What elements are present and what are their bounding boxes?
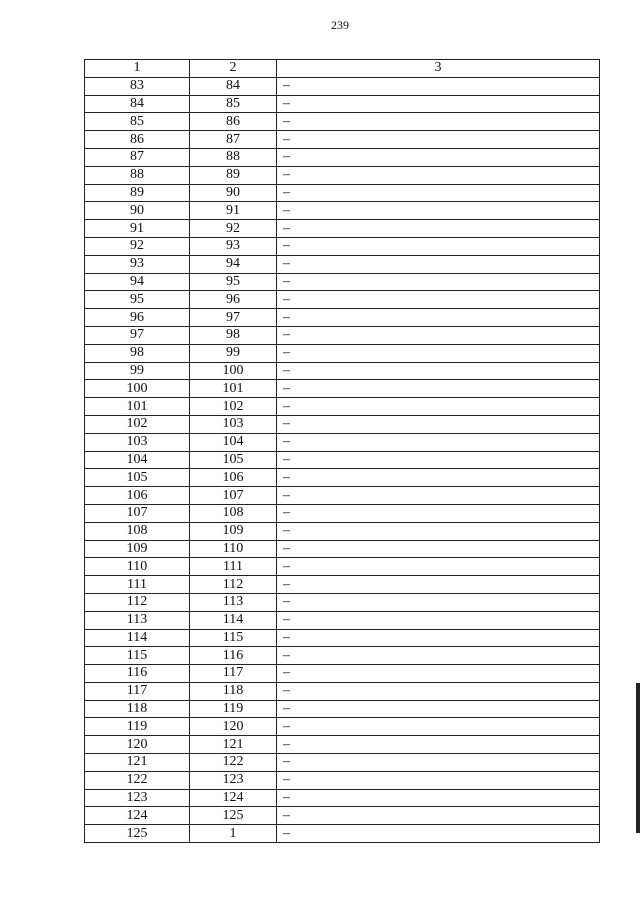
cell-col1: 94 (85, 273, 190, 291)
cell-col3: – (277, 326, 600, 344)
page-number: 239 (331, 18, 349, 32)
cell-col1: 122 (85, 771, 190, 789)
table-row (85, 682, 600, 700)
cell-col2: 120 (190, 718, 277, 736)
table-row (85, 593, 600, 611)
cell-col3: – (277, 184, 600, 202)
table-row (85, 451, 600, 469)
cell-col2: 125 (190, 807, 277, 825)
cell-col3: – (277, 131, 600, 149)
cell-col3: – (277, 469, 600, 487)
header-cell-col1: 1 (85, 60, 190, 78)
cell-col1: 112 (85, 593, 190, 611)
cell-col2: 105 (190, 451, 277, 469)
cell-col3: – (277, 398, 600, 416)
cell-col1: 90 (85, 202, 190, 220)
cell-col2: 84 (190, 77, 277, 95)
cell-col1: 114 (85, 629, 190, 647)
cell-col3: – (277, 629, 600, 647)
cell-col3: – (277, 344, 600, 362)
cell-col3: – (277, 736, 600, 754)
cell-col1: 116 (85, 665, 190, 683)
table-row (85, 95, 600, 113)
cell-col3: – (277, 700, 600, 718)
cell-col2: 112 (190, 576, 277, 594)
table-row (85, 309, 600, 327)
table-row (85, 629, 600, 647)
cell-col3: – (277, 220, 600, 238)
cell-col3: – (277, 202, 600, 220)
table-row (85, 344, 600, 362)
cell-col2: 90 (190, 184, 277, 202)
table-row (85, 148, 600, 166)
cell-col2: 116 (190, 647, 277, 665)
cell-col2: 88 (190, 148, 277, 166)
cell-col2: 86 (190, 113, 277, 131)
cell-col2: 113 (190, 593, 277, 611)
cell-col3: – (277, 415, 600, 433)
cell-col1: 87 (85, 148, 190, 166)
cell-col1: 86 (85, 131, 190, 149)
cell-col2: 96 (190, 291, 277, 309)
cell-col2: 121 (190, 736, 277, 754)
cell-col2: 101 (190, 380, 277, 398)
cell-col3: – (277, 576, 600, 594)
table-row (85, 558, 600, 576)
cell-col2: 106 (190, 469, 277, 487)
cell-col1: 123 (85, 789, 190, 807)
cell-col3: – (277, 433, 600, 451)
cell-col1: 95 (85, 291, 190, 309)
cell-col2: 97 (190, 309, 277, 327)
cell-col3: – (277, 380, 600, 398)
table-row (85, 807, 600, 825)
table-row (85, 326, 600, 344)
cell-col1: 100 (85, 380, 190, 398)
table-row (85, 700, 600, 718)
cell-col2: 85 (190, 95, 277, 113)
cell-col2: 110 (190, 540, 277, 558)
table-row (85, 540, 600, 558)
cell-col1: 88 (85, 166, 190, 184)
cell-col1: 89 (85, 184, 190, 202)
cell-col3: – (277, 451, 600, 469)
cell-col2: 94 (190, 255, 277, 273)
table-body (85, 60, 600, 843)
cell-col2: 111 (190, 558, 277, 576)
cell-col2: 115 (190, 629, 277, 647)
cell-col3: – (277, 487, 600, 505)
table-row (85, 77, 600, 95)
cell-col3: – (277, 166, 600, 184)
table-row (85, 362, 600, 380)
cell-col3: – (277, 807, 600, 825)
cell-col2: 95 (190, 273, 277, 291)
cell-col1: 103 (85, 433, 190, 451)
cell-col2: 91 (190, 202, 277, 220)
table-row (85, 237, 600, 255)
cell-col3: – (277, 255, 600, 273)
table-row (85, 166, 600, 184)
cell-col1: 109 (85, 540, 190, 558)
cell-col2: 93 (190, 237, 277, 255)
cell-col2: 124 (190, 789, 277, 807)
cell-col3: – (277, 291, 600, 309)
table-row (85, 665, 600, 683)
table-row (85, 771, 600, 789)
table-row (85, 611, 600, 629)
cell-col1: 84 (85, 95, 190, 113)
cell-col1: 125 (85, 825, 190, 843)
cell-col2: 104 (190, 433, 277, 451)
table-row (85, 718, 600, 736)
cell-col1: 92 (85, 237, 190, 255)
cell-col3: – (277, 273, 600, 291)
cell-col1: 107 (85, 504, 190, 522)
cell-col1: 105 (85, 469, 190, 487)
cell-col1: 111 (85, 576, 190, 594)
cell-col1: 110 (85, 558, 190, 576)
cell-col2: 98 (190, 326, 277, 344)
cell-col3: – (277, 682, 600, 700)
cell-col3: – (277, 789, 600, 807)
cell-col3: – (277, 718, 600, 736)
table-row (85, 736, 600, 754)
cell-col1: 118 (85, 700, 190, 718)
cell-col1: 117 (85, 682, 190, 700)
cell-col2: 117 (190, 665, 277, 683)
table-row (85, 291, 600, 309)
cell-col1: 85 (85, 113, 190, 131)
cell-col3: – (277, 754, 600, 772)
header-cell-col3: 3 (277, 60, 600, 78)
table-row (85, 789, 600, 807)
table-row (85, 504, 600, 522)
cell-col1: 108 (85, 522, 190, 540)
cell-col3: – (277, 825, 600, 843)
cell-col2: 107 (190, 487, 277, 505)
table-row (85, 576, 600, 594)
cell-col2: 102 (190, 398, 277, 416)
cell-col2: 92 (190, 220, 277, 238)
cell-col3: – (277, 95, 600, 113)
cell-col2: 122 (190, 754, 277, 772)
cell-col2: 109 (190, 522, 277, 540)
cell-col2: 108 (190, 504, 277, 522)
cell-col3: – (277, 77, 600, 95)
cell-col2: 87 (190, 131, 277, 149)
table-row (85, 131, 600, 149)
cell-col3: – (277, 362, 600, 380)
cell-col1: 104 (85, 451, 190, 469)
table-row (85, 433, 600, 451)
cell-col3: – (277, 148, 600, 166)
cell-col3: – (277, 504, 600, 522)
cell-col3: – (277, 771, 600, 789)
table-row (85, 202, 600, 220)
cell-col2: 119 (190, 700, 277, 718)
table-row (85, 487, 600, 505)
cell-col2: 118 (190, 682, 277, 700)
cell-col1: 97 (85, 326, 190, 344)
cell-col1: 102 (85, 415, 190, 433)
header-cell-col2: 2 (190, 60, 277, 78)
cell-col2: 114 (190, 611, 277, 629)
table-row (85, 825, 600, 843)
cell-col1: 115 (85, 647, 190, 665)
table-row (85, 255, 600, 273)
cell-col2: 1 (190, 825, 277, 843)
table-row (85, 184, 600, 202)
cell-col1: 98 (85, 344, 190, 362)
cell-col1: 121 (85, 754, 190, 772)
table-row (85, 398, 600, 416)
cell-col1: 119 (85, 718, 190, 736)
cell-col3: – (277, 309, 600, 327)
table-row (85, 113, 600, 131)
cell-col3: – (277, 558, 600, 576)
cell-col3: – (277, 647, 600, 665)
table-row (85, 754, 600, 772)
cell-col1: 83 (85, 77, 190, 95)
data-table (84, 59, 600, 843)
cell-col1: 106 (85, 487, 190, 505)
cell-col3: – (277, 540, 600, 558)
table-header-row (85, 60, 600, 78)
cell-col1: 101 (85, 398, 190, 416)
table-row (85, 273, 600, 291)
table-row (85, 380, 600, 398)
cell-col1: 93 (85, 255, 190, 273)
table-row (85, 647, 600, 665)
cell-col3: – (277, 665, 600, 683)
cell-col2: 123 (190, 771, 277, 789)
table-row (85, 220, 600, 238)
cell-col1: 120 (85, 736, 190, 754)
cell-col3: – (277, 113, 600, 131)
cell-col3: – (277, 522, 600, 540)
cell-col3: – (277, 611, 600, 629)
cell-col1: 99 (85, 362, 190, 380)
cell-col1: 113 (85, 611, 190, 629)
cell-col3: – (277, 593, 600, 611)
cell-col2: 99 (190, 344, 277, 362)
table-row (85, 415, 600, 433)
margin-edge-mark (636, 683, 640, 833)
cell-col2: 100 (190, 362, 277, 380)
cell-col2: 103 (190, 415, 277, 433)
cell-col1: 124 (85, 807, 190, 825)
cell-col1: 91 (85, 220, 190, 238)
table-row (85, 522, 600, 540)
table-row (85, 469, 600, 487)
cell-col1: 96 (85, 309, 190, 327)
cell-col2: 89 (190, 166, 277, 184)
cell-col3: – (277, 237, 600, 255)
